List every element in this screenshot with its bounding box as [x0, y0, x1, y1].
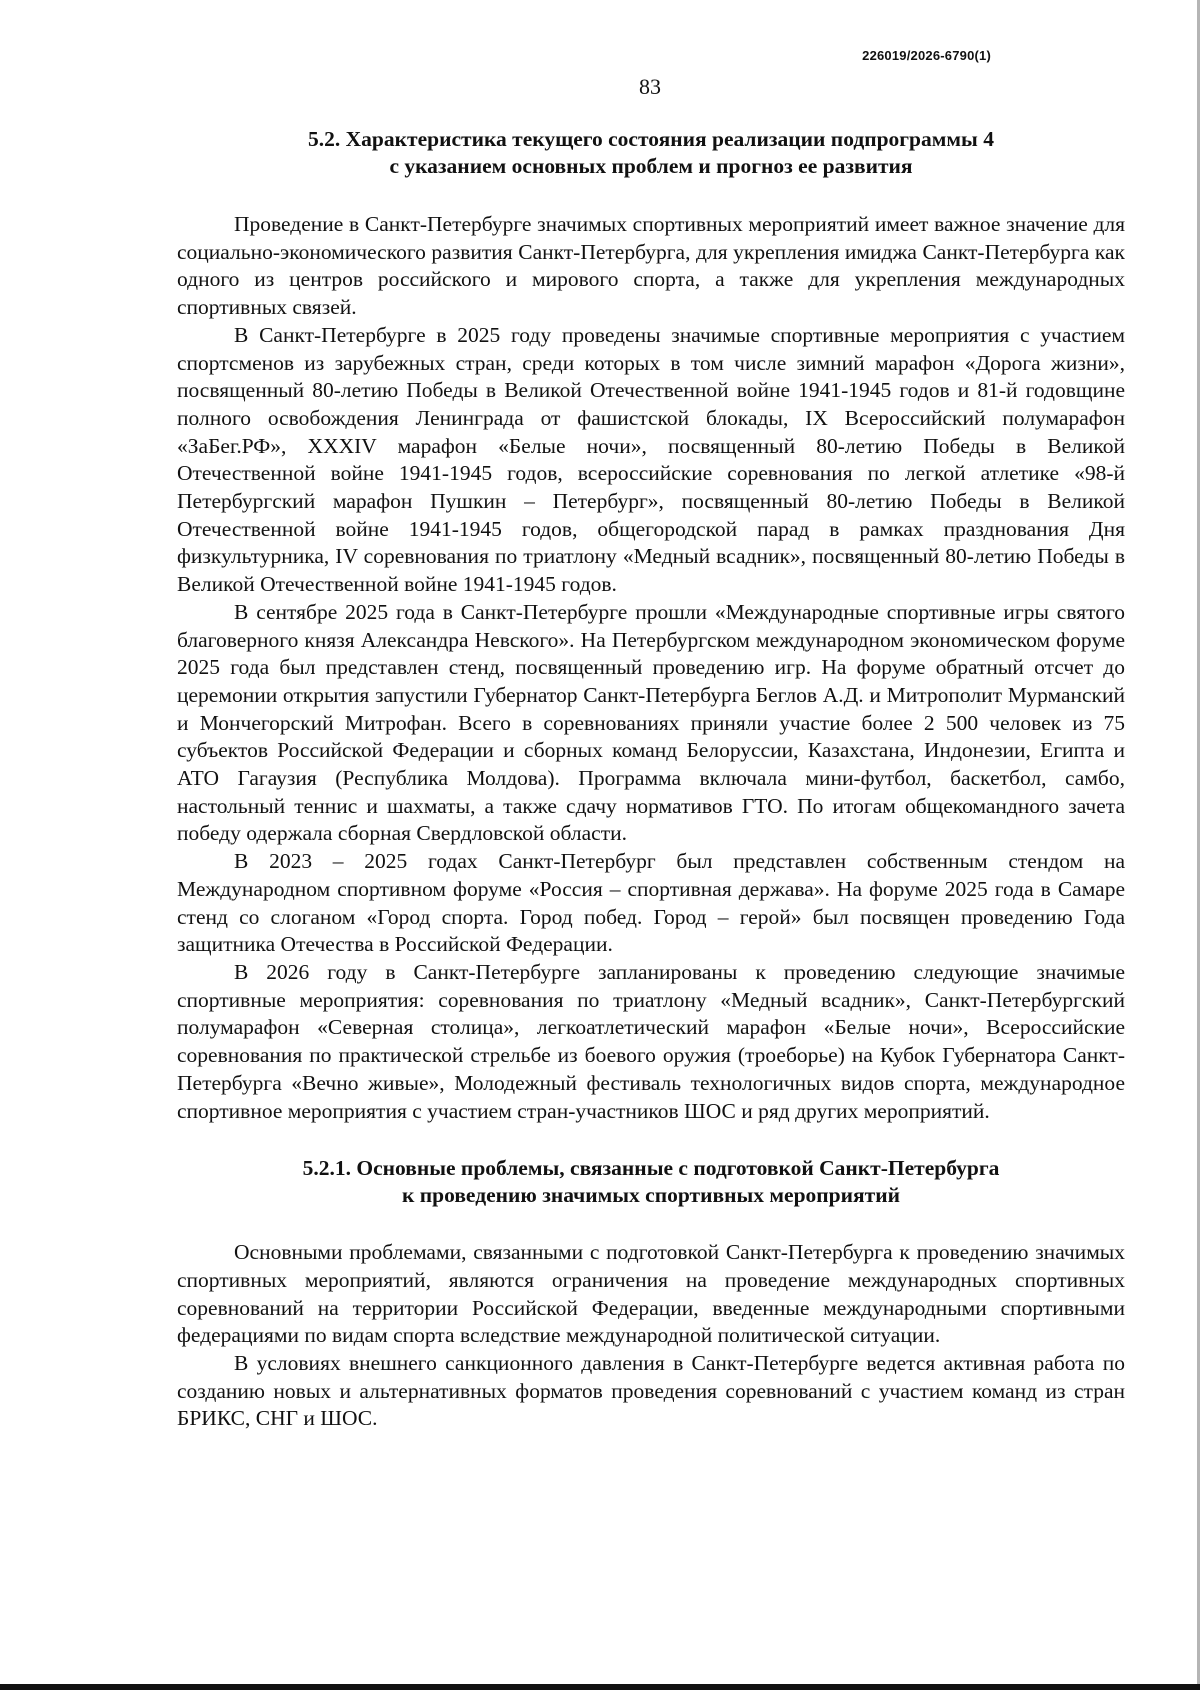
paragraph: В 2026 году в Санкт-Петербурге запланированы к проведению следующие значимые спортивные мероприятия: соревнования по триатлону «Медный всадник», Санкт-Петербургский полумарафон «Северная столица», легкоатлетический марафон «Белые ночи», Всероссийские соревнования по практической стрельбе из боевого оружия (троеборье) на Кубок Губернатора Санкт-Петербурга «Вечно живые», Молодежный фестиваль технологичных видов спорта, международное спортивное мероприятия с участием стран-участников ШОС и ряд других мероприятий. [177, 959, 1125, 1123]
paragraph: В 2023 – 2025 годах Санкт-Петербург был представлен собственным стендом на Международном спортивном форуме «Россия – спортивная держава». На форуме 2025 года в Самаре стенд со слоганом «Город спорта. Город побед. Город – герой» был посвящен проведению Года защитника Отечества в Российской Федерации. [177, 849, 1125, 957]
paragraph: В Санкт-Петербурге в 2025 году проведены значимые спортивные мероприятия с участием спортсменов из зарубежных стран, среди которых в том числе зимний марафон «Дорога жизни», посвященный 80-летию Победы в Великой Отечественной войне 1941-1945 годов и 81-й годовщине полного освобождения Ленинграда от фашистской блокады, IX Всероссийский полумарафон «ЗаБег.РФ», XXXIV марафон «Белые ночи», посвященный 80-летию Победы в Великой Отечественной войне 1941-1945 годов, всероссийские соревнования по легкой атлетике «98-й Петербургский марафон Пушкин – Петербург», посвященный 80-летию Победы в Великой Отечественной войне 1941-1945 годов, общегородской парад в рамках празднования Дня физкультурника, IV соревнования по триатлону «Медный всадник», посвященный 80-летию Победы в Великой Отечественной войне 1941-1945 годов. [177, 322, 1125, 597]
paragraph: В сентябре 2025 года в Санкт-Петербурге прошли «Международные спортивные игры святого благоверного князя Александра Невского». На Петербургском международном экономическом форуме 2025 года был представлен стенд, посвященный проведению игр. На форуме обратный отсчет до церемонии открытия запустили Губернатор Санкт-Петербурга Беглов А.Д. и Митрополит Мурманский и Мончегорский Митрофан. Всего в соревнованиях приняли участие более 2 500 человек из 75 субъектов Российской Федерации и сборных команд Белоруссии, Казахстана, Индонезии, Египта и АТО Гагаузия (Республика Молдова). Программа включала мини-футбол, баскетбол, самбо, настольный теннис и шахматы, а также сдачу нормативов ГТО. По итогам общекомандного зачета победу одержала сборная Свердловской области. [177, 599, 1125, 846]
page-number: 83 [639, 74, 661, 99]
scan-edge-bottom [0, 1684, 1200, 1690]
paragraph: Основными проблемами, связанными с подготовкой Санкт-Петербурга к проведению значимых спортивных мероприятий, являются ограничения на проведение международных спортивных соревнований на территории Российской Федерации, введенные международными спортивными федерациями по видам спорта вследствие международной политической ситуации. [177, 1240, 1125, 1348]
document-body [177, 126, 1125, 1433]
section-heading-5-2-1-line1: 5.2.1. Основные проблемы, связанные с подготовкой Санкт-Петербурга [302, 1156, 1000, 1181]
section-heading-5-2-1-line2: к проведению значимых спортивных мероприятий [402, 1183, 900, 1208]
paragraph: Проведение в Санкт-Петербурге значимых спортивных мероприятий имеет важное значение для социально-экономического развития Санкт-Петербурга, для укрепления имиджа Санкт-Петербурга как одного из центров российского и мирового спорта, а также для укрепления международных спортивных связей. [177, 212, 1125, 320]
paragraph: В условиях внешнего санкционного давления в Санкт-Петербурге ведется активная работа по созданию новых и альтернативных форматов проведения соревнований с участием команд из стран БРИКС, СНГ и ШОС. [177, 1351, 1125, 1431]
section-heading-5-2-line2: с указанием основных проблем и прогноз ее развития [389, 154, 913, 178]
section-heading-5-2-line1: 5.2. Характеристика текущего состояния реализации подпрограммы 4 [308, 127, 994, 151]
document-registration-number: 226019/2026-6790(1) [862, 48, 991, 63]
section-heading-5-2-1 [177, 1155, 1125, 1209]
section-heading-5-2 [177, 126, 1125, 180]
